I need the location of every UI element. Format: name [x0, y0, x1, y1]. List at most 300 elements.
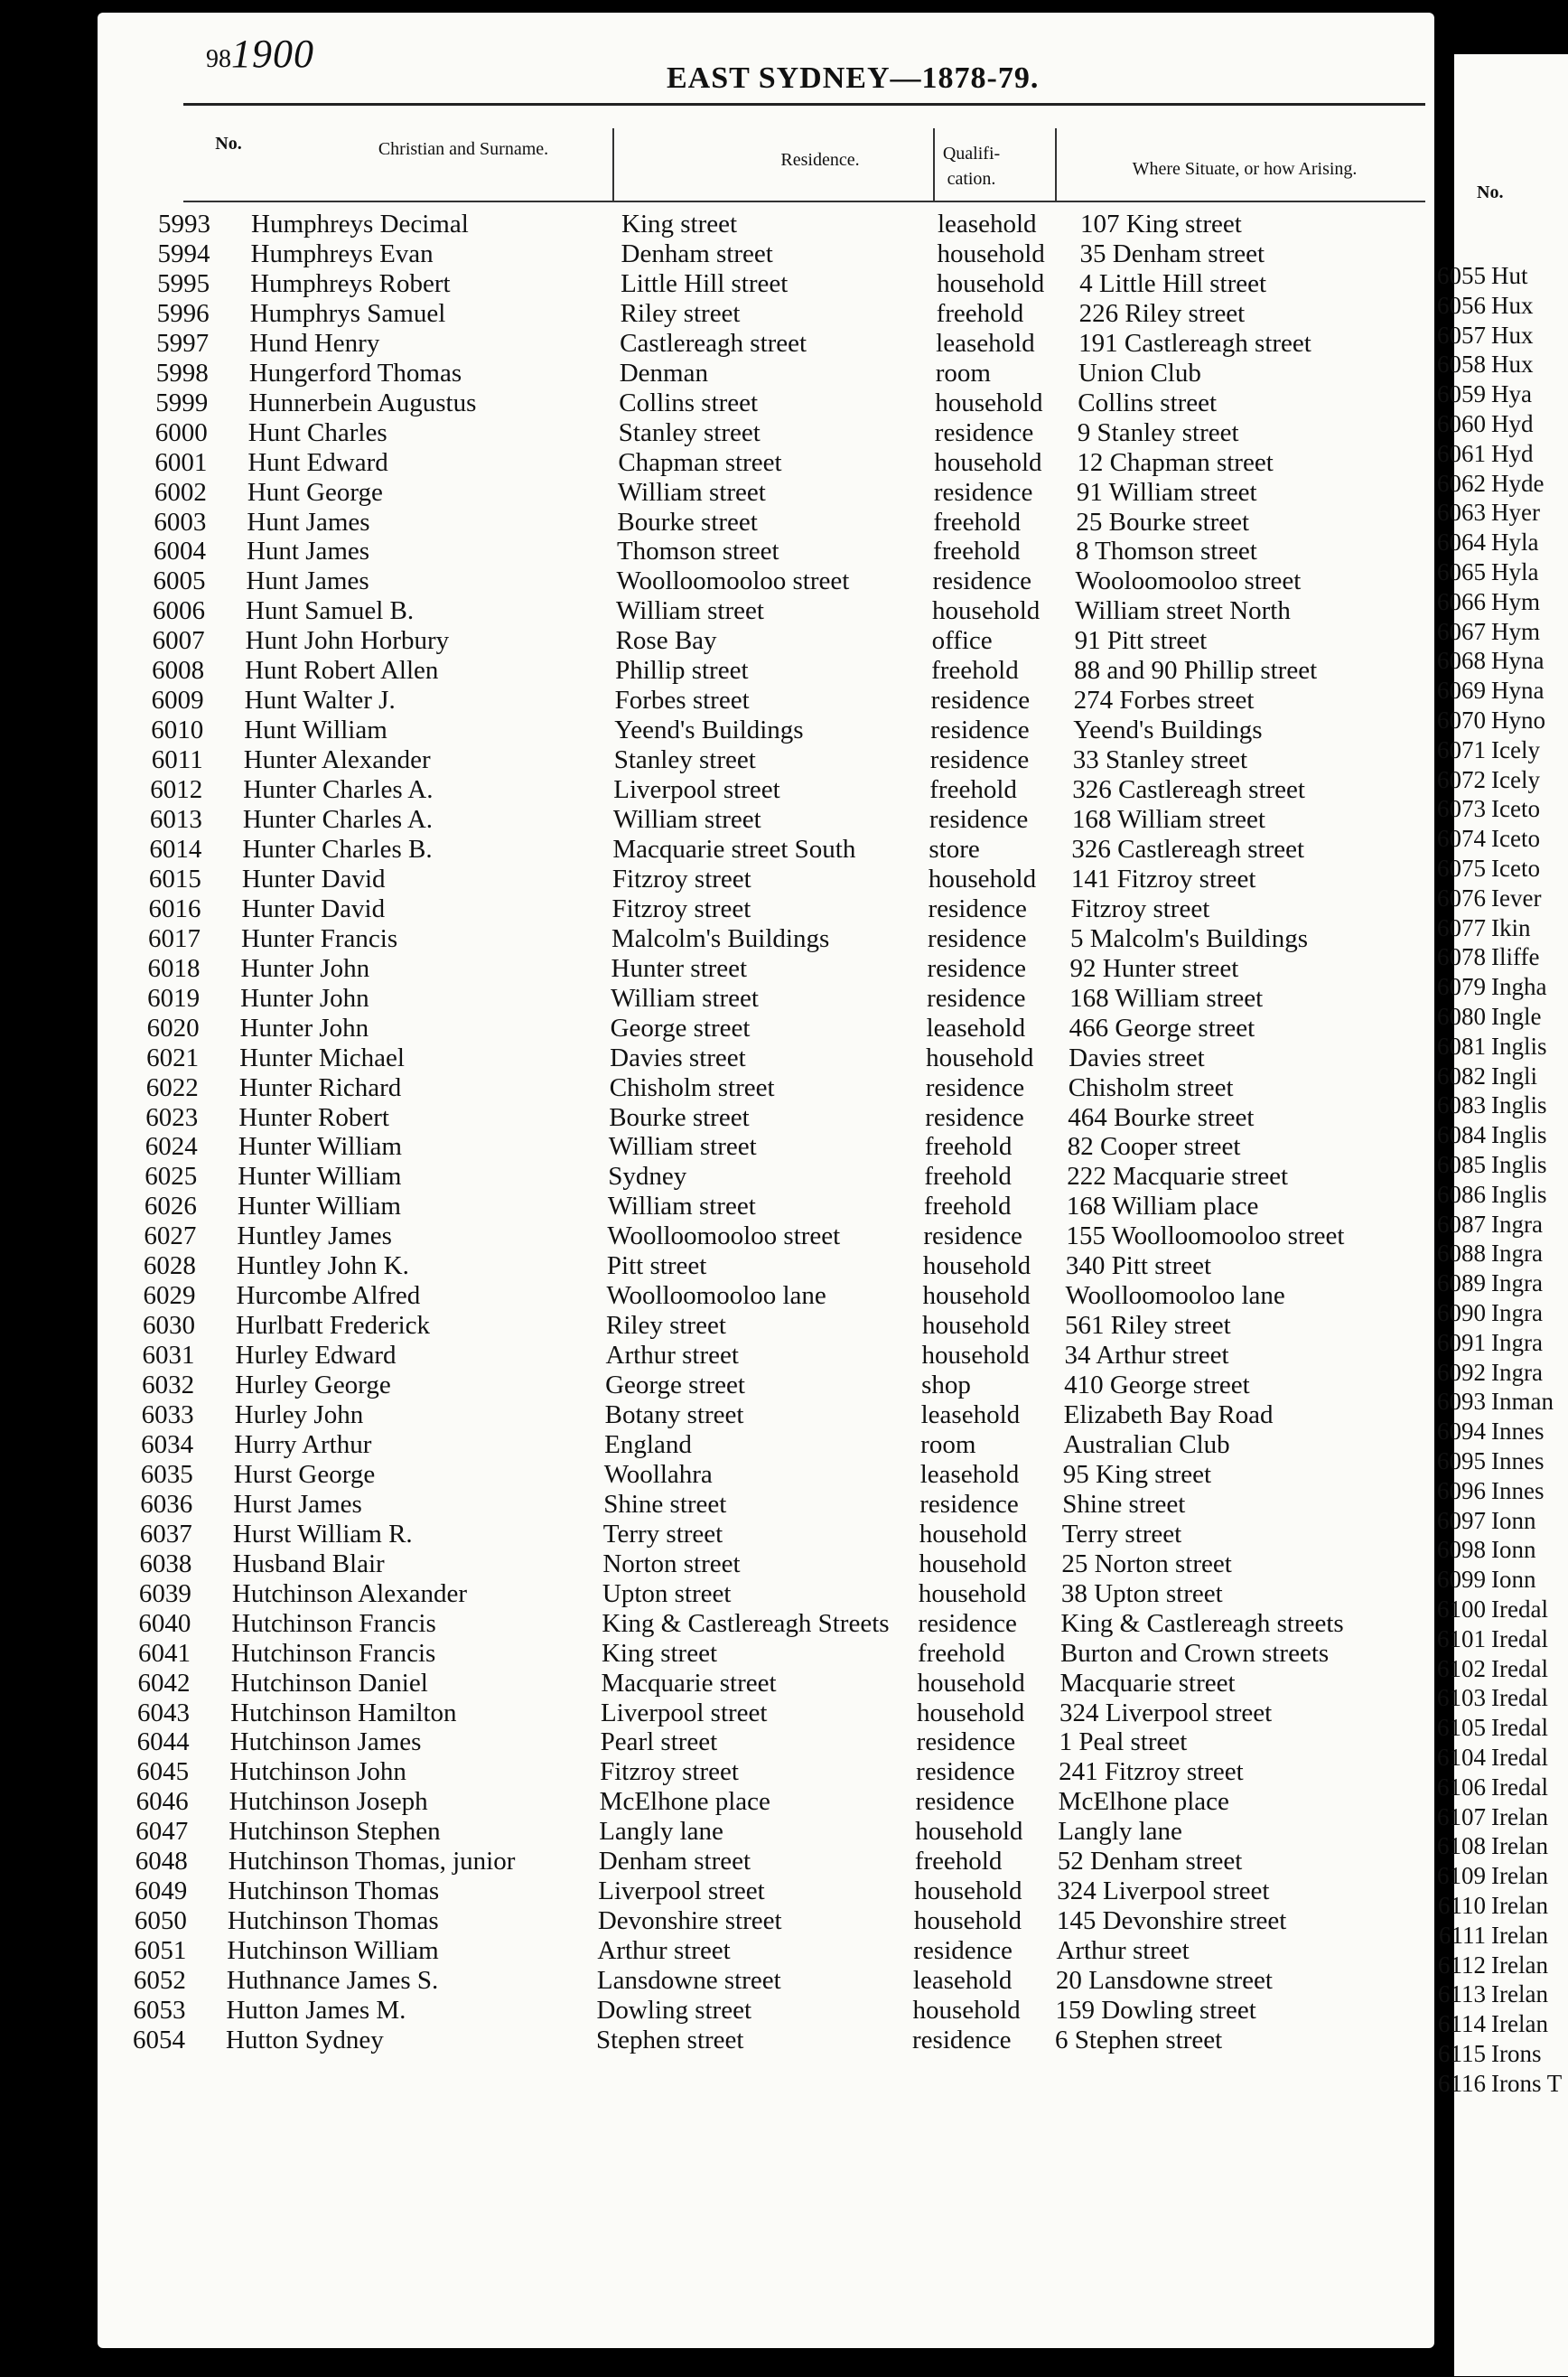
- entry-qualification: residence: [929, 745, 1030, 775]
- table-row: [98, 1073, 1434, 1103]
- table-row: [98, 1936, 1434, 1966]
- next-page-entry-name: Irons T: [1491, 2069, 1563, 2097]
- entry-number: 6026: [144, 1192, 197, 1221]
- entry-where-situate: Fitzroy street: [1070, 894, 1210, 923]
- table-row: [98, 1847, 1434, 1876]
- next-page-entry-name: Ingra: [1491, 1299, 1543, 1326]
- entry-where-situate: Shine street: [1062, 1489, 1186, 1519]
- next-page-entry-number: 6106: [1437, 1773, 1486, 1801]
- table-row: [98, 1341, 1434, 1371]
- next-page-row: [1436, 884, 1568, 912]
- entry-number: 6007: [152, 626, 205, 656]
- entry-name: Hunter David: [241, 864, 386, 894]
- next-page-entry-name: Iredal: [1491, 1596, 1548, 1623]
- entry-residence: King street: [621, 210, 738, 239]
- entry-residence: King & Castlereagh Streets: [602, 1608, 890, 1638]
- entry-residence: George street: [605, 1371, 745, 1400]
- entry-name: Hunter Robert: [238, 1102, 389, 1132]
- entry-qualification: household: [937, 239, 1045, 268]
- table-row: [98, 1043, 1434, 1073]
- entry-residence: Pearl street: [600, 1727, 718, 1757]
- entry-number: 6016: [148, 894, 201, 923]
- entry-name: Hunter Alexander: [243, 745, 431, 775]
- next-page-row: [1436, 825, 1568, 853]
- next-page-row: [1436, 1773, 1568, 1801]
- next-page-entry-number: 6089: [1437, 1269, 1486, 1297]
- entry-number: 6003: [154, 507, 207, 537]
- entry-where-situate: Wooloomooloo street: [1075, 566, 1302, 596]
- entry-where-situate: 95 King street: [1062, 1459, 1212, 1489]
- next-page-entry-number: 6098: [1437, 1536, 1486, 1564]
- next-page-entry-number: 6100: [1437, 1596, 1486, 1623]
- next-page-entry-number: 6077: [1437, 913, 1486, 941]
- entry-qualification: household: [913, 1906, 1022, 1936]
- folio-printed: 98: [206, 45, 231, 73]
- entry-residence: Stephen street: [596, 2025, 744, 2054]
- entry-qualification: residence: [919, 1489, 1019, 1519]
- next-page-entry-number: 6102: [1437, 1654, 1486, 1682]
- entry-name: Hunter Charles A.: [243, 775, 434, 805]
- entry-residence: Malcolm's Buildings: [611, 923, 830, 953]
- entry-qualification: residence: [925, 1102, 1024, 1132]
- entry-where-situate: 5 Malcolm's Buildings: [1069, 923, 1308, 953]
- entry-where-situate: Davies street: [1069, 1043, 1205, 1072]
- entry-residence: Devonshire street: [597, 1906, 782, 1936]
- table-row: [98, 1221, 1434, 1251]
- entry-number: 6009: [151, 686, 204, 716]
- entry-number: 6051: [134, 1936, 187, 1966]
- entry-number: 6002: [154, 477, 207, 507]
- entry-name: Hutchinson Francis: [230, 1638, 436, 1668]
- entry-qualification: household: [917, 1668, 1025, 1698]
- next-page-entry-name: Irelan: [1491, 1802, 1548, 1830]
- entry-where-situate: Australian Club: [1063, 1429, 1230, 1459]
- entry-residence: Stanley street: [613, 745, 756, 775]
- table-row: [98, 1787, 1434, 1817]
- next-page-entry-name: Iever: [1491, 884, 1542, 912]
- next-page-entry-name: Iredal: [1491, 1654, 1548, 1682]
- table-row: [98, 1490, 1434, 1520]
- entry-residence: Chisholm street: [609, 1072, 775, 1102]
- next-page-entry-name: Irelan: [1491, 1951, 1548, 1979]
- next-page-row: [1436, 943, 1568, 971]
- entry-qualification: leasehold: [912, 1966, 1013, 1996]
- entry-where-situate: 340 Pitt street: [1065, 1251, 1212, 1281]
- next-page-entry-name: Ingra: [1491, 1358, 1543, 1386]
- entry-name: Hunter Michael: [239, 1043, 405, 1072]
- entry-qualification: residence: [918, 1608, 1017, 1638]
- next-page-row: [1436, 1803, 1568, 1831]
- next-page-row: [1436, 440, 1568, 468]
- next-page-entry-number: 6071: [1437, 735, 1486, 763]
- next-page-entry-name: Hut: [1491, 262, 1528, 289]
- entry-number: 6013: [149, 805, 202, 834]
- next-page-entry-number: 6116: [1438, 2069, 1486, 2097]
- entry-residence: Fitzroy street: [611, 894, 751, 923]
- next-page-entry-name: Ingli: [1491, 1062, 1537, 1090]
- entry-residence: Little Hill street: [621, 268, 789, 298]
- next-page-row: [1436, 1299, 1568, 1327]
- table-row: [98, 1520, 1434, 1549]
- entry-qualification: freehold: [924, 1162, 1012, 1192]
- entry-where-situate: 168 William street: [1069, 983, 1264, 1013]
- next-page-entry-number: 6078: [1437, 943, 1486, 971]
- next-page-entry-name: Hux: [1491, 291, 1534, 319]
- entry-where-situate: 88 and 90 Phillip street: [1074, 656, 1318, 686]
- entry-number: 6050: [134, 1906, 187, 1936]
- entry-qualification: residence: [934, 417, 1034, 447]
- entry-name: Huthnance James S.: [226, 1966, 439, 1996]
- entry-where-situate: 326 Castlereagh street: [1071, 834, 1305, 864]
- next-page-entry-name: Iceto: [1491, 795, 1540, 823]
- next-page-entry-number: 6082: [1437, 1062, 1486, 1090]
- next-page-entry-name: Ingra: [1491, 1240, 1543, 1268]
- entry-name: Hunter William: [237, 1192, 401, 1221]
- entry-qualification: freehold: [924, 1132, 1013, 1162]
- entry-name: Hunt James: [247, 507, 370, 537]
- entry-number: 6035: [140, 1459, 193, 1489]
- table-row: [98, 1876, 1434, 1906]
- entry-where-situate: 222 Macquarie street: [1067, 1162, 1289, 1192]
- next-page-row: [1436, 973, 1568, 1001]
- next-page-row: [1436, 855, 1568, 883]
- next-page-entry-number: 6093: [1437, 1388, 1486, 1416]
- next-page-entry-number: 6092: [1437, 1358, 1486, 1386]
- entry-qualification: household: [937, 268, 1045, 298]
- entry-residence: Botany street: [604, 1400, 744, 1429]
- entry-residence: Shine street: [603, 1489, 727, 1519]
- next-page-row: [1436, 1951, 1568, 1979]
- next-page-row: [1436, 1418, 1568, 1446]
- entry-where-situate: 324 Liverpool street: [1059, 1698, 1273, 1727]
- entry-qualification: household: [922, 1311, 1031, 1341]
- table-row: [98, 984, 1434, 1014]
- entry-name: Hunter Charles A.: [242, 805, 434, 834]
- entry-residence: Thomson street: [616, 537, 779, 566]
- entry-residence: Arthur street: [605, 1341, 739, 1371]
- entry-number: 6048: [135, 1847, 188, 1876]
- entry-qualification: freehold: [931, 656, 1019, 686]
- entry-residence: Macquarie street: [601, 1668, 777, 1698]
- entry-where-situate: 91 William street: [1076, 477, 1257, 507]
- entry-where-situate: 20 Lansdowne street: [1055, 1966, 1273, 1996]
- table-row: [98, 1281, 1434, 1311]
- entry-qualification: shop: [921, 1371, 971, 1400]
- entry-where-situate: 33 Stanley street: [1072, 745, 1248, 775]
- next-page-entry-name: Hux: [1491, 321, 1534, 349]
- table-row: [98, 1371, 1434, 1400]
- entry-name: Hutchinson Joseph: [229, 1787, 428, 1817]
- folio-handwritten: 1900: [231, 32, 314, 76]
- entry-residence: King street: [601, 1638, 718, 1668]
- next-page-entry-number: 6070: [1437, 707, 1486, 734]
- entry-name: Hungerford Thomas: [248, 358, 462, 388]
- table-row: [98, 1192, 1434, 1221]
- next-page-entry-name: Innes: [1491, 1418, 1545, 1446]
- entry-residence: William street: [608, 1132, 757, 1162]
- entry-qualification: residence: [927, 923, 1027, 953]
- entry-residence: George street: [610, 1013, 751, 1043]
- next-page-entry-name: Iceto: [1491, 825, 1540, 853]
- next-page-entry-number: 6079: [1437, 973, 1486, 1001]
- entry-where-situate: Terry street: [1061, 1519, 1182, 1549]
- entry-residence: Dowling street: [596, 1996, 752, 2025]
- col-header-qualification: Qualifi-cation.: [942, 144, 1001, 189]
- next-page-entry-number: 6101: [1437, 1624, 1486, 1652]
- next-page-row: [1436, 292, 1568, 320]
- entry-name: Hutton James M.: [226, 1996, 406, 2025]
- entry-number: 6054: [133, 2025, 185, 2054]
- entry-name: Huntley John K.: [236, 1251, 409, 1281]
- table-row: [98, 1460, 1434, 1490]
- table-row: [98, 835, 1434, 865]
- entry-name: Hunt George: [247, 477, 383, 507]
- entry-number: 6031: [142, 1341, 195, 1371]
- entry-where-situate: 9 Stanley street: [1077, 417, 1239, 447]
- entry-residence: Langly lane: [599, 1817, 723, 1847]
- entry-name: Hutchinson Hamilton: [230, 1698, 457, 1727]
- next-page-row: [1436, 795, 1568, 823]
- next-page-entry-number: 6105: [1437, 1714, 1486, 1742]
- entry-name: Hunter John: [240, 953, 370, 983]
- next-page-entry-number: 6056: [1437, 291, 1486, 319]
- next-page-entry-name: Iredal: [1491, 1773, 1548, 1801]
- next-page-row: [1436, 1655, 1568, 1683]
- entry-name: Hutchinson Thomas: [227, 1906, 439, 1936]
- entry-qualification: room: [920, 1429, 976, 1459]
- col-header-residence: Residence.: [780, 150, 860, 170]
- entry-residence: Collins street: [619, 388, 759, 417]
- entry-qualification: residence: [912, 2025, 1012, 2054]
- register-page: [98, 13, 1434, 2348]
- entry-name: Hutchinson Stephen: [229, 1817, 441, 1847]
- entry-qualification: leasehold: [919, 1459, 1020, 1489]
- entry-name: Huntley James: [237, 1221, 392, 1251]
- entry-name: Hunter William: [238, 1132, 402, 1162]
- entry-residence: Arthur street: [597, 1936, 731, 1966]
- next-page-entry-number: 6055: [1437, 262, 1486, 289]
- entry-number: 6014: [149, 834, 202, 864]
- entry-name: Hurst George: [233, 1459, 376, 1489]
- entry-name: Hunt Robert Allen: [245, 656, 439, 686]
- entry-number: 5996: [156, 298, 210, 328]
- entry-where-situate: Arthur street: [1056, 1936, 1190, 1966]
- entry-qualification: freehold: [933, 507, 1022, 537]
- next-page-entry-name: Irelan: [1491, 1980, 1548, 2008]
- entry-qualification: room: [935, 358, 991, 388]
- entry-where-situate: Woolloomooloo lane: [1065, 1281, 1285, 1311]
- next-page-entry-number: 6104: [1437, 1744, 1486, 1771]
- entry-number: 6030: [143, 1311, 196, 1341]
- entry-qualification: household: [917, 1698, 1025, 1727]
- entry-qualification: residence: [928, 894, 1027, 923]
- next-page-row: [1436, 1684, 1568, 1712]
- entry-where-situate: William street North: [1075, 596, 1291, 626]
- next-page-entry-number: 6110: [1438, 1892, 1486, 1919]
- next-page-entry-name: Ingha: [1491, 973, 1547, 1001]
- next-page-row: [1436, 1033, 1568, 1061]
- entry-number: 5999: [155, 388, 209, 417]
- next-page-entry-number: 6115: [1438, 2040, 1486, 2067]
- entry-residence: Sydney: [608, 1162, 687, 1192]
- entry-number: 6047: [135, 1817, 189, 1847]
- entry-name: Husband Blair: [232, 1549, 385, 1578]
- next-page-entry-name: Hyla: [1491, 558, 1539, 585]
- entry-where-situate: Elizabeth Bay Road: [1063, 1400, 1274, 1429]
- next-page-row: [1436, 1477, 1568, 1505]
- next-page-entry-number: 6065: [1437, 558, 1486, 585]
- table-row: [98, 1639, 1434, 1669]
- table-row: [98, 1549, 1434, 1579]
- col-divider: [612, 128, 614, 202]
- next-page-row: [1436, 677, 1568, 705]
- table-row: [98, 1996, 1434, 2026]
- entry-name: Hunter Charles B.: [242, 834, 433, 864]
- entry-residence: Lansdowne street: [596, 1966, 781, 1996]
- entry-where-situate: 324 Liverpool street: [1057, 1876, 1270, 1906]
- entry-residence: Liverpool street: [613, 775, 780, 805]
- entry-where-situate: 241 Fitzroy street: [1059, 1757, 1244, 1787]
- next-page-row: [1436, 558, 1568, 586]
- table-row: [98, 537, 1434, 566]
- header-bottom-rule: [183, 201, 1425, 202]
- next-page-entry-number: 6097: [1437, 1506, 1486, 1534]
- next-page-row: [1436, 766, 1568, 794]
- next-page-entry-name: Ingra: [1491, 1328, 1543, 1356]
- entry-qualification: household: [921, 1341, 1030, 1371]
- entry-qualification: leasehold: [926, 1013, 1026, 1043]
- entry-where-situate: 4 Little Hill street: [1079, 268, 1267, 298]
- entry-name: Hunt Samuel B.: [246, 596, 415, 626]
- entry-qualification: freehold: [932, 537, 1021, 566]
- entry-where-situate: 466 George street: [1069, 1013, 1255, 1043]
- table-row: [98, 1966, 1434, 1996]
- entry-number: 6022: [145, 1072, 199, 1102]
- table-row: [98, 1579, 1434, 1609]
- entry-name: Hurst James: [233, 1489, 362, 1519]
- next-page-entry-number: 6073: [1437, 795, 1486, 823]
- entry-name: Hurley Edward: [235, 1341, 397, 1371]
- col-divider: [933, 128, 935, 202]
- page-folio: [206, 31, 314, 77]
- table-row: [98, 805, 1434, 835]
- entry-residence: Norton street: [602, 1549, 741, 1578]
- entry-where-situate: Langly lane: [1058, 1817, 1182, 1847]
- entry-residence: Castlereagh street: [620, 328, 807, 358]
- next-page-row: [1436, 1091, 1568, 1119]
- next-page-row: [1436, 1329, 1568, 1357]
- next-page-row: [1436, 736, 1568, 764]
- next-page-entry-number: 6091: [1437, 1328, 1486, 1356]
- entry-qualification: household: [928, 864, 1037, 894]
- next-page-entry-name: Icely: [1491, 765, 1540, 793]
- next-page-entry-name: Hyna: [1491, 647, 1545, 675]
- entry-name: Hunt James: [246, 537, 370, 566]
- entry-residence: Rose Bay: [615, 626, 717, 656]
- entry-number: 6037: [139, 1519, 192, 1549]
- next-page-entry-name: Ikin: [1491, 913, 1531, 941]
- entry-where-situate: 226 Riley street: [1078, 298, 1246, 328]
- next-page-entry-number: 6095: [1437, 1447, 1486, 1474]
- table-row: [98, 656, 1434, 686]
- entry-where-situate: Union Club: [1078, 358, 1201, 388]
- entry-number: 6008: [152, 656, 205, 686]
- next-page-row: [1436, 351, 1568, 379]
- next-page-entry-name: Hyla: [1491, 529, 1539, 557]
- entry-residence: William street: [607, 1192, 756, 1221]
- entry-where-situate: 35 Denham street: [1079, 239, 1265, 268]
- next-page-entry-number: 6090: [1437, 1299, 1486, 1326]
- entry-number: 6029: [143, 1281, 196, 1311]
- next-page-row: [1436, 1507, 1568, 1535]
- next-page-row: [1436, 1625, 1568, 1653]
- entry-residence: Davies street: [610, 1043, 746, 1072]
- entry-qualification: leasehold: [920, 1400, 1021, 1429]
- entry-qualification: leasehold: [938, 210, 1037, 239]
- entry-number: 6038: [139, 1549, 192, 1578]
- table-row: [98, 1757, 1434, 1787]
- entry-name: Hutchinson Daniel: [230, 1668, 428, 1698]
- entry-where-situate: 561 Riley street: [1065, 1311, 1231, 1341]
- next-page-entry-number: 6059: [1437, 380, 1486, 408]
- next-page-entry-name: Irons: [1491, 2040, 1542, 2067]
- next-page-entry-name: Innes: [1491, 1447, 1545, 1474]
- table-row: [98, 1609, 1434, 1639]
- entry-number: 5998: [155, 358, 209, 388]
- entry-name: Hutchinson Francis: [231, 1608, 436, 1638]
- entry-residence: Fitzroy street: [600, 1757, 739, 1787]
- next-page-row: [1436, 1980, 1568, 2008]
- next-page-row: [1436, 914, 1568, 942]
- entry-residence: Macquarie street South: [612, 834, 856, 864]
- next-page-entry-number: 6087: [1437, 1210, 1486, 1238]
- entry-qualification: household: [919, 1519, 1028, 1549]
- entry-qualification: household: [915, 1817, 1023, 1847]
- entry-number: 6053: [133, 1996, 186, 2025]
- entry-qualification: residence: [933, 477, 1033, 507]
- entry-name: Hunt Walter J.: [244, 686, 396, 716]
- entry-name: Hurlbatt Frederick: [236, 1311, 431, 1341]
- entry-where-situate: 52 Denham street: [1057, 1847, 1243, 1876]
- entry-residence: Riley street: [606, 1311, 726, 1341]
- entry-number: 6001: [154, 447, 208, 477]
- next-page-entry-number: 6107: [1437, 1802, 1486, 1830]
- entry-qualification: leasehold: [936, 328, 1035, 358]
- next-page-entry-number: 6096: [1437, 1476, 1486, 1504]
- next-page-entry-name: Ionn: [1491, 1566, 1536, 1594]
- entry-where-situate: 410 George street: [1064, 1371, 1250, 1400]
- table-row: [98, 1162, 1434, 1192]
- next-page-entry-name: Hyno: [1491, 707, 1545, 734]
- entry-name: Hunter William: [238, 1162, 402, 1192]
- entry-where-situate: 92 Hunter street: [1069, 953, 1239, 983]
- entry-where-situate: 168 William street: [1071, 805, 1265, 834]
- next-page-entry-number: 6076: [1437, 884, 1486, 912]
- next-page-entry-name: Innes: [1491, 1476, 1545, 1504]
- next-page-entry-name: Irelan: [1491, 1892, 1548, 1919]
- next-page-entry-name: Inglis: [1491, 1091, 1547, 1119]
- entry-qualification: residence: [913, 1936, 1013, 1966]
- entry-name: Hutchinson Thomas: [228, 1876, 440, 1906]
- entry-residence: Terry street: [602, 1519, 723, 1549]
- entry-where-situate: 12 Chapman street: [1077, 447, 1274, 477]
- entry-number: 6023: [145, 1102, 199, 1132]
- entry-number: 6045: [136, 1757, 190, 1787]
- entry-residence: Fitzroy street: [611, 864, 751, 894]
- table-row: [98, 1103, 1434, 1133]
- next-page-entry-name: Inglis: [1491, 1032, 1547, 1060]
- next-page-row: [1436, 2070, 1568, 2098]
